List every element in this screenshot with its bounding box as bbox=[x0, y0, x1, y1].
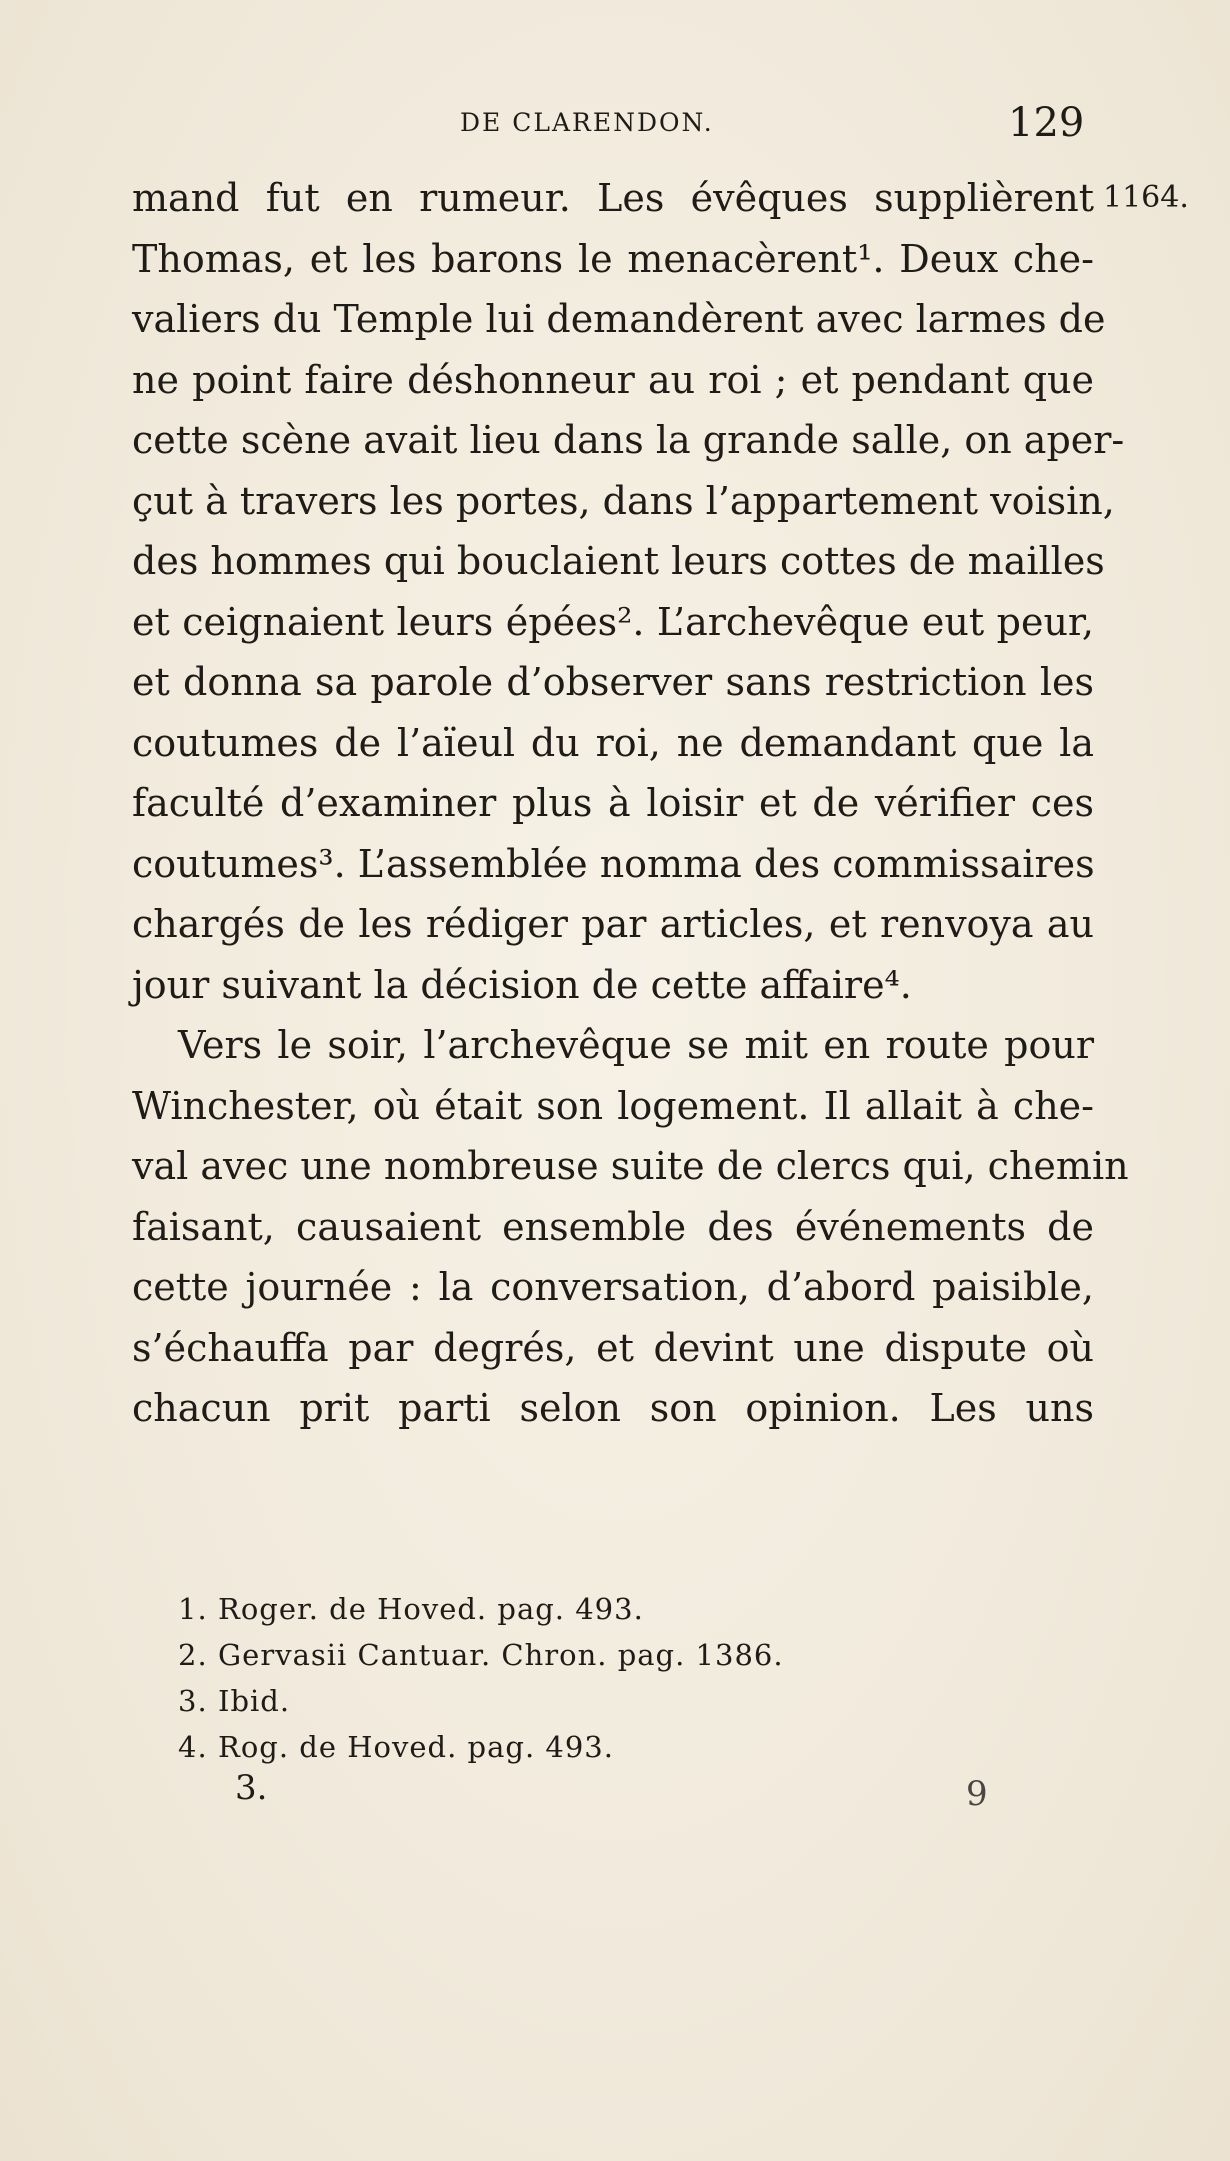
page-number: 129 bbox=[1008, 100, 1085, 146]
text-line: faculté d’examiner plus à loisir et de vérifier ces bbox=[132, 781, 1094, 825]
footnote-text: Roger. de Hoved. pag. 493. bbox=[218, 1592, 644, 1626]
footnote-number: 1. bbox=[178, 1592, 208, 1626]
text-line: Thomas, et les barons le menacèrent¹. Deux che- bbox=[132, 236, 1094, 281]
text-line: s’échauffa par degrés, et devint une dispute où bbox=[132, 1325, 1094, 1370]
footnote-text: Rog. de Hoved. pag. 493. bbox=[218, 1730, 614, 1764]
text-line: coutumes de l’aïeul du roi, ne demandant que la bbox=[132, 720, 1094, 765]
footnote-text: Gervasii Cantuar. Chron. pag. 1386. bbox=[218, 1638, 784, 1672]
text-line: valiers du Temple lui demandèrent avec larmes de bbox=[132, 297, 1106, 341]
text-line: cette journée : la conversation, d’abord paisible, bbox=[132, 1265, 1094, 1309]
text-line: des hommes qui bouclaient leurs cottes de mailles bbox=[132, 539, 1105, 583]
text-line: Winchester, où était son logement. Il allait à che- bbox=[132, 1083, 1094, 1128]
footnote bbox=[178, 1724, 784, 1770]
text-line: cette scène avait lieu dans la grande salle, on aper- bbox=[132, 418, 1125, 462]
volume-signature: 3. bbox=[235, 1768, 268, 1808]
text-line: chargés de les rédiger par articles, et renvoya au bbox=[132, 902, 1094, 946]
sheet-signature: 9 bbox=[966, 1774, 988, 1814]
text-line: çut à travers les portes, dans l’appartement voisin, bbox=[132, 478, 1115, 523]
footnote bbox=[178, 1586, 784, 1632]
footnote-number: 2. bbox=[178, 1638, 208, 1672]
body-text bbox=[132, 168, 1129, 1439]
running-title: DE CLARENDON. bbox=[460, 108, 714, 137]
text-line: mand fut en rumeur. Les évêques supplièrent bbox=[132, 176, 1094, 220]
footnote-number: 4. bbox=[178, 1730, 208, 1764]
footnote bbox=[178, 1678, 784, 1724]
text-line: Vers le soir, l’archevêque se mit en route pour bbox=[178, 1023, 1094, 1067]
text-line: faisant, causaient ensemble des événements de bbox=[132, 1204, 1094, 1249]
text-line: coutumes³. L’assemblée nomma des commissaires bbox=[132, 841, 1095, 886]
text-line: jour suivant la décision de cette affaire⁴. bbox=[132, 962, 912, 1007]
text-line: ne point faire déshonneur au roi ; et pendant que bbox=[132, 357, 1094, 402]
text-line: et donna sa parole d’observer sans restriction les bbox=[132, 660, 1094, 704]
footnote-number: 3. bbox=[178, 1684, 208, 1718]
margin-year-note: 1164. bbox=[1103, 180, 1189, 215]
text-line: et ceignaient leurs épées². L’archevêque eut peur, bbox=[132, 599, 1094, 644]
text-line: chacun prit parti selon son opinion. Les uns bbox=[132, 1386, 1094, 1430]
footnotes bbox=[178, 1586, 784, 1770]
footnote bbox=[178, 1632, 784, 1678]
text-line: val avec une nombreuse suite de clercs qui, chemin bbox=[132, 1144, 1129, 1188]
footnote-text: Ibid. bbox=[218, 1684, 291, 1718]
